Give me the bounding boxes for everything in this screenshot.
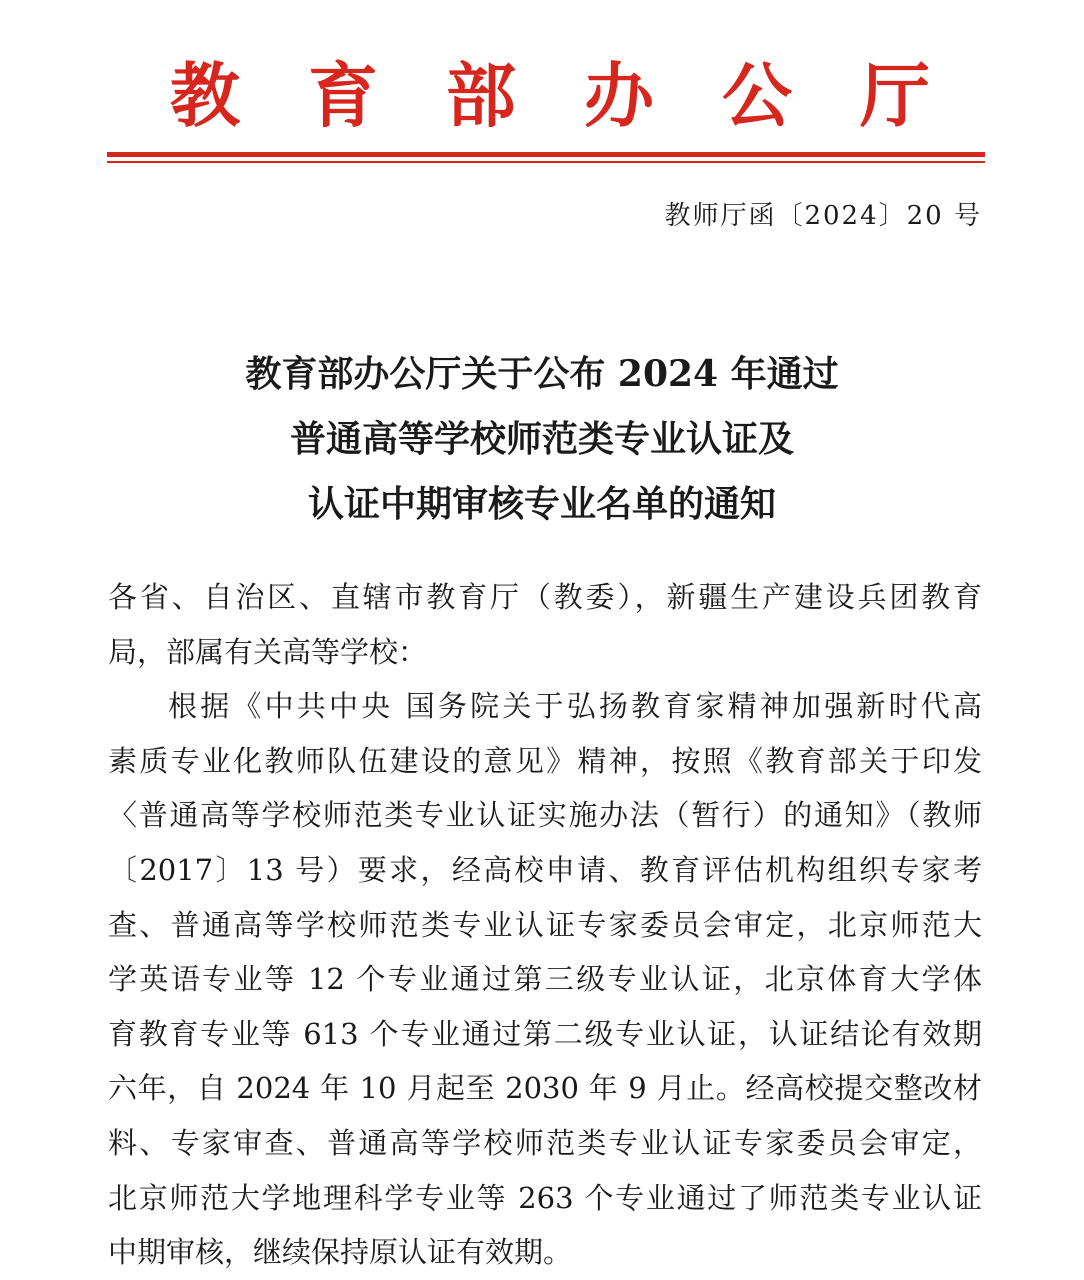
body-line: 〈普通高等学校师范类专业认证实施办法（暂行）的通知》（教师	[108, 798, 982, 833]
body-line: 素质专业化教师队伍建设的意见》精神，按照《教育部关于印发	[108, 743, 982, 778]
red-divider-thin	[107, 161, 985, 163]
title-line: 普通高等学校师范类专业认证及	[289, 418, 794, 460]
document-number: 教师厅函〔2024〕20 号	[664, 201, 982, 231]
body-line: 料、专家审查、普通高等学校师范类专业认证专家委员会审定，	[108, 1125, 982, 1160]
masthead-char: 部	[446, 53, 516, 137]
masthead-char: 厅	[860, 53, 930, 137]
masthead-char: 教	[170, 53, 240, 137]
title-line: 教育部办公厅关于公布 2024 年通过	[245, 353, 839, 395]
title-line: 认证中期审核专业名单的通知	[307, 483, 776, 525]
document-title	[0, 342, 1084, 537]
body-line: 中期审核，继续保持原认证有效期。	[108, 1235, 573, 1270]
body-line: 局，部属有关高等学校：	[108, 634, 428, 669]
body-line: 各省、自治区、直辖市教育厅（教委），新疆生产建设兵团教育	[108, 580, 982, 614]
document-body	[108, 570, 982, 1280]
body-line: 北京师范大学地理科学专业等 263 个专业通过了师范类专业认证	[108, 1180, 982, 1215]
body-line: 学英语专业等 12 个专业通过第三级专业认证，北京体育大学体	[108, 962, 982, 997]
body-line: 查、普通高等学校师范类专业认证专家委员会审定，北京师范大	[108, 907, 982, 942]
red-divider-thick	[107, 152, 985, 157]
body-line: 根据《中共中央 国务院关于弘扬教育家精神加强新时代高	[168, 689, 982, 724]
body-line: 育教育专业等 613 个专业通过第二级专业认证，认证结论有效期	[108, 1016, 982, 1051]
masthead-char: 办	[584, 53, 654, 137]
body-line: 六年，自 2024 年 10 月起至 2030 年 9 月止。经高校提交整改材	[108, 1071, 982, 1106]
masthead-char: 育	[308, 53, 378, 137]
body-line: 〔2017〕13 号）要求，经高校申请、教育评估机构组织专家考	[108, 852, 982, 887]
masthead-char: 公	[722, 53, 792, 137]
masthead	[170, 45, 930, 135]
